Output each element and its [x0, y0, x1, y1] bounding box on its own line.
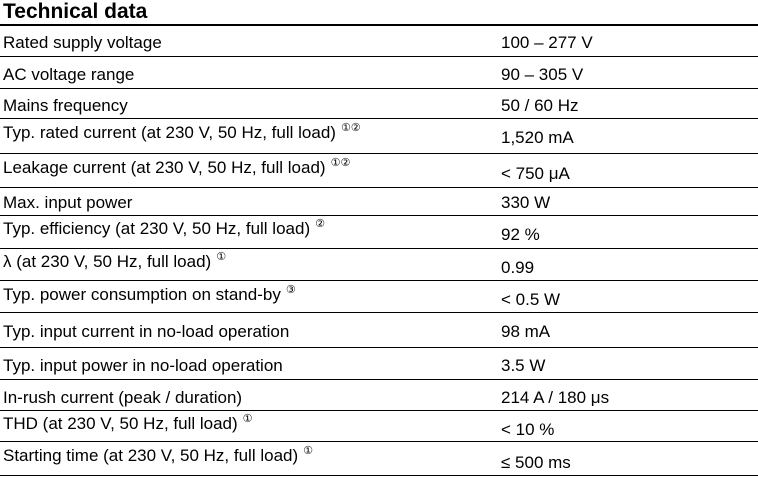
row-label: Typ. power consumption on stand-by ③ — [3, 284, 296, 304]
table-row — [0, 249, 758, 281]
row-label: Typ. input current in no-load operation — [3, 322, 290, 341]
table-row — [0, 119, 758, 154]
row-label: Leakage current (at 230 V, 50 Hz, full load) ①② — [3, 157, 351, 177]
row-value: 3.5 W — [501, 356, 546, 375]
row-label: In-rush current (peak / duration) — [3, 388, 243, 407]
table-row — [0, 26, 758, 57]
row-label: Typ. rated current (at 230 V, 50 Hz, full load) ①② — [3, 122, 361, 142]
row-label: Mains frequency — [3, 96, 128, 115]
row-label: λ (at 230 V, 50 Hz, full load) ① — [3, 251, 227, 271]
table-row — [0, 188, 758, 216]
table-row — [0, 216, 758, 249]
row-value: 98 mA — [501, 322, 551, 341]
row-value: < 750 μA — [501, 164, 570, 183]
footnote-marker: ① — [216, 251, 227, 263]
footnote-marker: ① — [242, 413, 253, 425]
row-label: Typ. efficiency (at 230 V, 50 Hz, full load) ② — [3, 218, 325, 238]
row-value: 0.99 — [501, 258, 535, 277]
row-value: ≤ 500 ms — [501, 453, 571, 472]
technical-data-table — [0, 26, 758, 476]
row-label: Typ. input power in no-load operation — [3, 356, 283, 375]
row-label: Max. input power — [3, 193, 133, 212]
table-row — [0, 281, 758, 313]
row-value: 90 – 305 V — [501, 65, 584, 84]
row-value: 100 – 277 V — [501, 33, 593, 52]
row-value: 1,520 mA — [501, 128, 574, 147]
table-row — [0, 57, 758, 89]
table-row — [0, 154, 758, 188]
row-label: Rated supply voltage — [3, 33, 162, 52]
footnote-marker: ① — [303, 445, 314, 457]
row-value: 214 A / 180 μs — [501, 388, 610, 407]
row-value: < 0.5 W — [501, 290, 561, 309]
row-value: 50 / 60 Hz — [501, 96, 579, 115]
table-row — [0, 380, 758, 411]
row-value: < 10 % — [501, 420, 555, 439]
table-row — [0, 313, 758, 348]
table-row — [0, 348, 758, 380]
row-label: THD (at 230 V, 50 Hz, full load) ① — [3, 413, 253, 433]
table-row — [0, 442, 758, 476]
section-title: Technical data — [3, 0, 148, 23]
row-label: Starting time (at 230 V, 50 Hz, full load) ① — [3, 445, 314, 465]
row-value: 92 % — [501, 225, 540, 244]
table-row — [0, 89, 758, 119]
row-label: AC voltage range — [3, 65, 135, 84]
row-value: 330 W — [501, 193, 551, 212]
table-row — [0, 411, 758, 442]
footnote-marker: ①② — [330, 157, 351, 169]
footnote-marker: ③ — [285, 284, 296, 296]
footnote-marker: ② — [315, 218, 325, 230]
footnote-marker: ①② — [340, 122, 361, 134]
